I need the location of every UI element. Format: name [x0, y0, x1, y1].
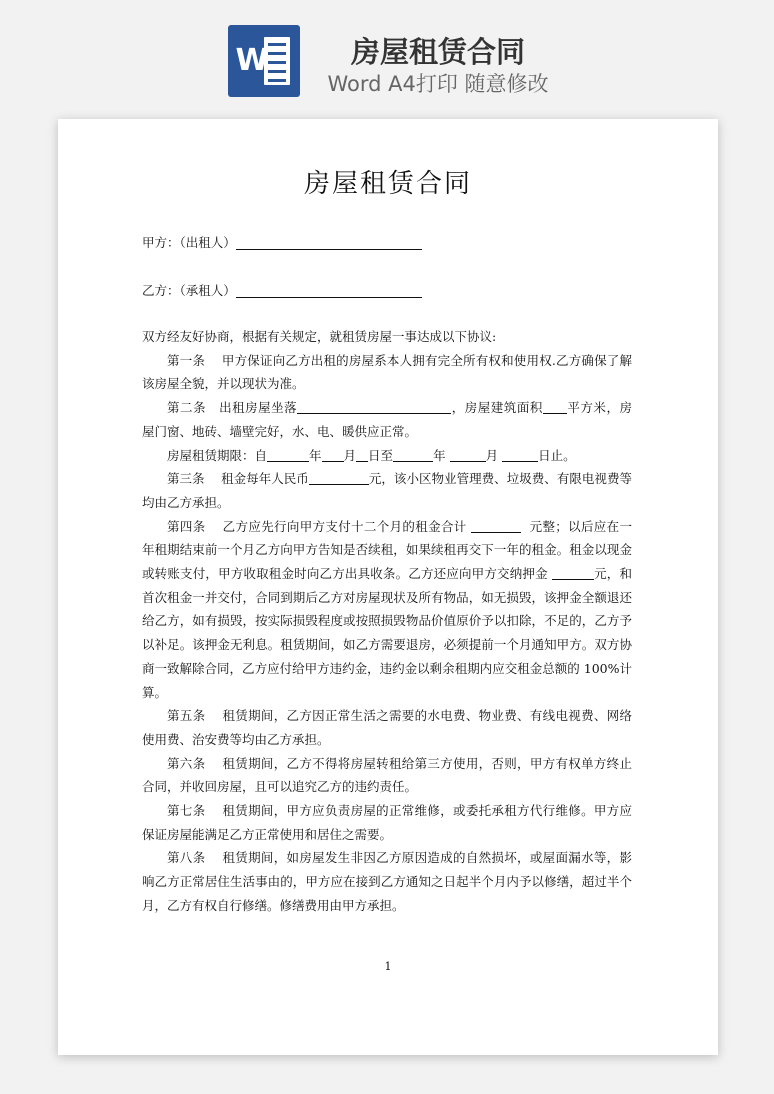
template-header	[0, 0, 774, 110]
article-6: 第六条 租赁期间，乙方不得将房屋转租给第三方使用，否则，甲方有权单方终止合同，并收回房屋，且可以追究乙方的违约责任。	[142, 755, 632, 795]
intro-paragraph: 双方经友好协商，根据有关规定，就租赁房屋一事达成以下协议:	[142, 329, 497, 344]
party-b-blank	[236, 283, 422, 298]
word-document-icon	[228, 25, 300, 97]
lease-period: 房屋租赁期限：自 年 月 日至 年 月 日止。	[167, 447, 576, 463]
party-a-label: 甲方：（出租人）	[142, 235, 236, 250]
party-b-line	[142, 281, 422, 299]
header-subtitle: Word A4打印 随意修改	[327, 72, 549, 96]
party-b-label: 乙方：（承租人）	[142, 283, 236, 298]
page-number: 1	[384, 960, 392, 973]
article-4: 第四条 乙方应先行向甲方支付十二个月的租金合计 元整；以后应在一年租期结束前一个月乙方向甲方告知是否续租，如果续租再交下一年的租金。租金以现金或转账支付，甲方收取租金时向乙方出具收条。乙方还应向甲方交纳押金 元，和首次租金一并交付，合同到期后乙方对房屋现状及所有物品，如无损毁，该押金全额退还给乙方，如有损毁，按实际损毁程度或按照损毁物品价值原价予以扣除，不足的，乙方予以补足。该押金无利息。租赁期间，如乙方需要退房，必须提前一个月通知甲方。双方协商一致解除合同，乙方应付给甲方违约金，违约金以剩余租期内应交租金总额的 100%计算。	[142, 518, 632, 700]
contract-body	[142, 325, 632, 918]
document-page	[58, 119, 718, 1055]
article-1: 第一条 甲方保证向乙方出租的房屋系本人拥有完全所有权和使用权.乙方确保了解该房屋全貌，并以现状为准。	[142, 352, 632, 392]
header-title: 房屋租赁合同	[350, 35, 525, 69]
word-icon-letter: W	[235, 43, 269, 78]
party-a-line	[142, 233, 422, 251]
party-a-blank	[236, 235, 422, 250]
article-3: 第三条 租金每年人民币 元，该小区物业管理费、垃圾费、有限电视费等均由乙方承担。	[142, 471, 632, 510]
article-8: 第八条 租赁期间，如房屋发生非因乙方原因造成的自然损坏，或屋面漏水等，影响乙方正常居住生活事由的，甲方应在接到乙方通知之日起半个月内予以修缮，超过半个月，乙方有权自行修缮。修缮费用由甲方承担。	[142, 850, 632, 913]
article-7: 第七条 租赁期间，甲方应负责房屋的正常维修，或委托承租方代行维修。甲方应保证房屋能满足乙方正常使用和居住之需要。	[142, 803, 632, 842]
article-5: 第五条 租赁期间，乙方因正常生活之需要的水电费、物业费、有线电视费、网络使用费、治安费等均由乙方承担。	[142, 708, 632, 747]
article-2: 第二条 出租房屋坐落 ，房屋建筑面积 平方米，房屋门窗、地砖、墙壁完好，水、电、暖供应正常。	[142, 400, 632, 439]
document-title: 房屋租赁合同	[303, 169, 472, 199]
